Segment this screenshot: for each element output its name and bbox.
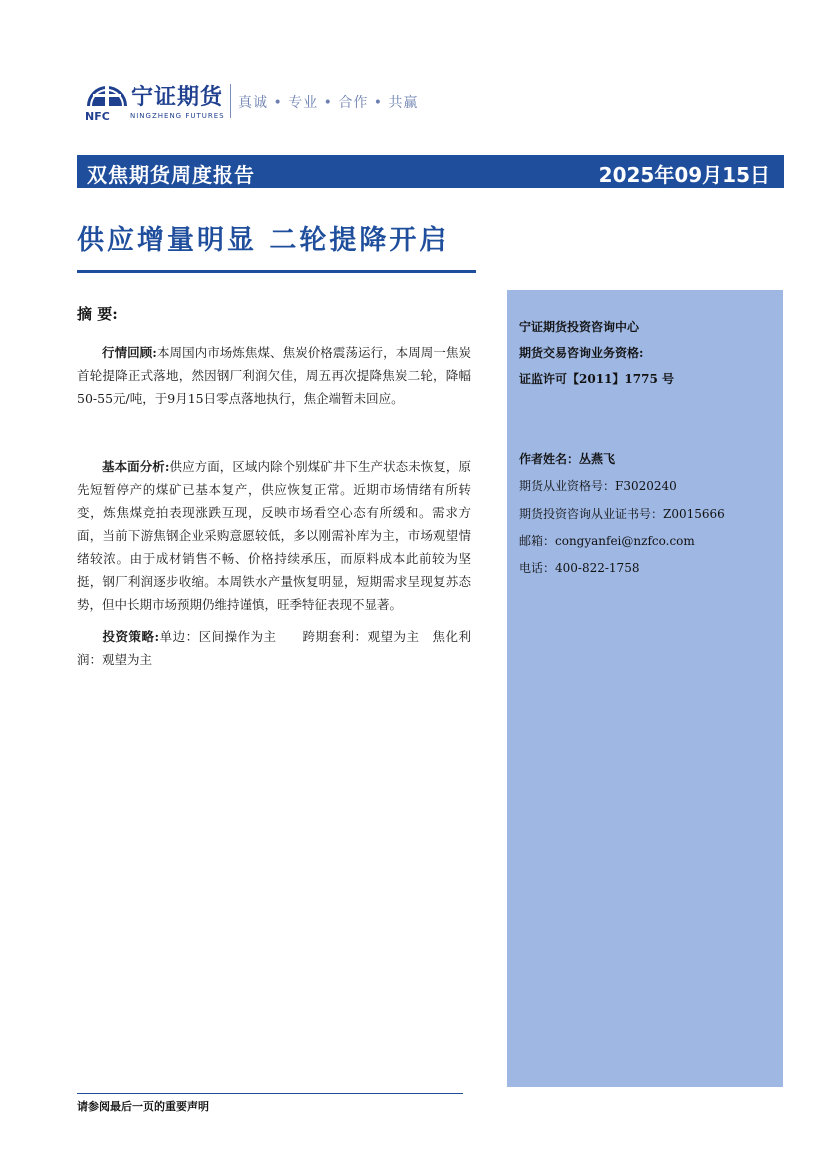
footer-disclaimer-note: 请参阅最后一页的重要声明 xyxy=(77,1100,209,1113)
sidebar-phone: 电话：400-822-1758 xyxy=(519,561,640,575)
footer-rule xyxy=(77,1093,463,1094)
logo-english: NINGZHENG FUTURES xyxy=(130,112,225,120)
page-title: 供应增量明显 二轮提降开启 xyxy=(77,225,450,256)
paragraph-lead: 基本面分析: xyxy=(102,459,170,474)
abstract-paragraph-strategy xyxy=(77,625,471,671)
slogan: 真诚 • 专业 • 合作 • 共赢 xyxy=(238,95,419,111)
report-banner xyxy=(77,155,784,188)
author-sidebar xyxy=(507,290,783,1087)
sidebar-org: 宁证期货投资咨询中心 xyxy=(519,320,640,334)
paragraph-lead: 投资策略: xyxy=(102,629,160,644)
sidebar-cert-practice: 期货从业资格号：F3020240 xyxy=(519,479,677,493)
logo-text: 宁证期货 xyxy=(131,85,224,110)
sidebar-cert-consult: 期货投资咨询从业证书号：Z0015666 xyxy=(519,507,725,521)
paragraph-text: 供应方面，区域内除个别煤矿井下生产状态未恢复，原先短暂停产的煤矿已基本复产，供应恢复正常。近期市场情绪有所转变，炼焦煤竞拍表现涨跌互现，反映市场看空心态有所缓和。需求方面，当前下游焦钢企业采购意愿较低，多以刚需补库为主，市场观望情绪较浓。由于成材销售不畅、价格持续承压，而原料成本此前较为坚挺，钢厂利润逐步收缩。本周铁水产量恢复明显，短期需求呈现复苏态势，但中长期市场预期仍维持谨慎，旺季特征表现不显著。 xyxy=(77,459,471,612)
paragraph-text: 单边：区间操作为主 跨期套利：观望为主 焦化利润：观望为主 xyxy=(77,629,471,667)
paragraph-text: 本周国内市场炼焦煤、焦炭价格震荡运行，本周周一焦炭首轮提降正式落地，然因钢厂利润欠佳，周五再次提降焦炭二轮，降幅50-55元/吨，于9月15日零点落地执行，焦企端暂未回应。 xyxy=(77,345,471,406)
sidebar-email: 邮箱：congyanfei@nzfco.com xyxy=(519,534,695,548)
header-divider xyxy=(230,84,231,118)
paragraph-lead: 行情回顾: xyxy=(102,345,157,360)
logo-abbr: NFC xyxy=(85,110,110,123)
title-underline xyxy=(77,270,476,273)
company-logo xyxy=(85,78,235,122)
logo-emblem-icon xyxy=(85,78,129,108)
report-date: 2025年09月15日 xyxy=(598,163,770,187)
report-type-title: 双焦期货周度报告 xyxy=(87,163,255,187)
sidebar-qualification: 期货交易咨询业务资格: xyxy=(519,346,644,360)
sidebar-license: 证监许可【2011】1775 号 xyxy=(519,372,674,386)
abstract-paragraph-fundamentals xyxy=(77,455,471,616)
abstract-heading: 摘 要: xyxy=(77,305,118,323)
sidebar-author: 作者姓名：丛燕飞 xyxy=(519,452,616,466)
abstract-paragraph-market-review xyxy=(77,341,471,410)
